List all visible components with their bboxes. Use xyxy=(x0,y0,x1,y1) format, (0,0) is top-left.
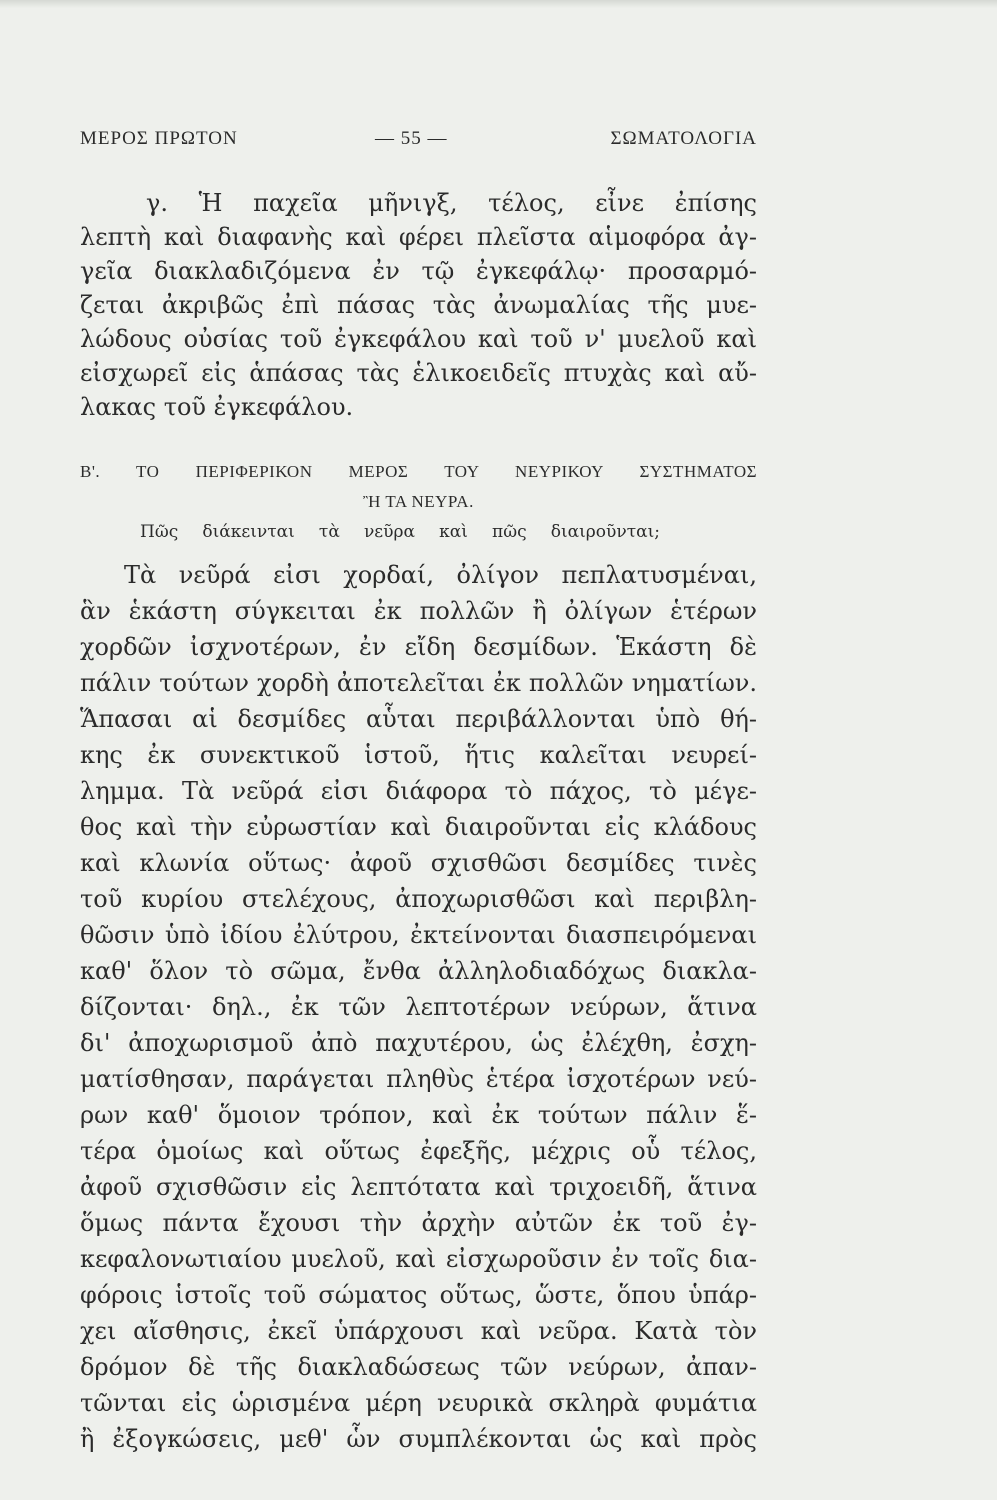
text-line: κης ἐκ συνεκτικοῦ ἱστοῦ, ἥτις καλεῖται νευρεί- xyxy=(80,741,757,769)
section-subheading: Ἢ ΤΑ ΝΕΥΡΑ. xyxy=(363,492,474,511)
text-line: χει αἴσθησις, ἐκεῖ ὑπάρχουσι καὶ νεῦρα. Κατὰ τὸν xyxy=(80,1317,757,1345)
text-line: λώδους οὐσίας τοῦ ἐγκεφάλου καὶ τοῦ ν' μυελοῦ καὶ xyxy=(80,325,757,353)
page-edge-shadow xyxy=(0,0,997,8)
text-line: εἰσχωρεῖ εἰς ἁπάσας τὰς ἑλικοειδεῖς πτυχὰς καὶ αὔ- xyxy=(80,359,757,387)
text-line: γεῖα διακλαδιζόμενα ἐν τῷ ἐγκεφάλῳ· προσαρμό- xyxy=(80,257,757,285)
text-line: ἃν ἑκάστη σύγκειται ἐκ πολλῶν ἢ ὀλίγων ἑτέρων xyxy=(80,597,757,625)
text-line: θος καὶ τὴν εὐρωστίαν καὶ διαιροῦνται εἰς κλάδους xyxy=(80,813,757,841)
header-book-title: ΣΩΜΑΤΟΛΟΓΙΑ xyxy=(610,128,757,149)
text-line: φόροις ἱστοῖς τοῦ σώματος οὕτως, ὥστε, ὅπου ὑπάρ- xyxy=(80,1281,757,1309)
text-line: Τὰ νεῦρά εἰσι χορδαί, ὀλίγον πεπλατυσμέναι, xyxy=(124,561,757,589)
text-line: θῶσιν ὑπὸ ἰδίου ἐλύτρου, ἐκτείνονται διασπειρόμεναι xyxy=(80,921,757,949)
section-heading: Β'. ΤΟ ΠΕΡΙΦΕΡΙΚΟΝ ΜΕΡΟΣ ΤΟΥ ΝΕΥΡΙΚΟΥ ΣΥΣΤΗΜΑΤΟΣ xyxy=(80,462,757,481)
text-line: ρων καθ' ὅμοιον τρόπον, καὶ ἐκ τούτων πάλιν ἕ- xyxy=(80,1101,757,1129)
text-line: λακας τοῦ ἐγκεφάλου. xyxy=(80,393,354,421)
running-header xyxy=(80,128,757,158)
text-line: καθ' ὅλον τὸ σῶμα, ἔνθα ἀλληλοδιαδόχως διακλα- xyxy=(80,957,757,985)
text-line: δρόμον δὲ τῆς διακλαδώσεως τῶν νεύρων, ἀπαν- xyxy=(80,1353,757,1381)
text-line: ἀφοῦ σχισθῶσιν εἰς λεπτότατα καὶ τριχοειδῆ, ἅτινα xyxy=(80,1173,757,1201)
text-line: τῶνται εἰς ὡρισμένα μέρη νευρικὰ σκληρὰ φυμάτια xyxy=(80,1389,757,1417)
text-line: ὅμως πάντα ἔχουσι τὴν ἀρχὴν αὐτῶν ἐκ τοῦ ἐγ- xyxy=(80,1209,757,1237)
text-line: γ. Ἡ παχεῖα μῆνιγξ, τέλος, εἶνε ἐπίσης xyxy=(146,189,757,217)
page-number: — 55 — xyxy=(375,128,448,149)
text-line: λεπτὴ καὶ διαφανὴς καὶ φέρει πλεῖστα αἱμοφόρα ἀγ- xyxy=(80,223,757,251)
text-line: δίζονται· δηλ., ἐκ τῶν λεπτοτέρων νεύρων, ἅτινα xyxy=(80,993,757,1021)
text-line: κεφαλονωτιαίου μυελοῦ, καὶ εἰσχωροῦσιν ἐν τοῖς δια- xyxy=(80,1245,757,1273)
section-question: Πῶς διάκεινται τὰ νεῦρα καὶ πῶς διαιροῦνται; xyxy=(140,522,660,542)
text-line: τέρα ὁμοίως καὶ οὕτως ἐφεξῆς, μέχρις οὗ τέλος, xyxy=(80,1137,757,1165)
header-part-title: ΜΕΡΟΣ ΠΡΩΤΟΝ xyxy=(80,128,238,149)
text-line: Ἅπασαι αἱ δεσμίδες αὗται περιβάλλονται ὑπὸ θή- xyxy=(80,705,757,733)
text-line: πάλιν τούτων χορδὴ ἀποτελεῖται ἐκ πολλῶν νηματίων. xyxy=(80,669,757,697)
text-line: χορδῶν ἰσχνοτέρων, ἐν εἴδη δεσμίδων. Ἑκάστη δὲ xyxy=(80,633,757,661)
text-line: ἢ ἐξογκώσεις, μεθ' ὧν συμπλέκονται ὡς καὶ πρὸς xyxy=(80,1425,757,1453)
text-line: καὶ κλωνία οὕτως· ἀφοῦ σχισθῶσι δεσμίδες τινὲς xyxy=(80,849,757,877)
text-line: δι' ἀποχωρισμοῦ ἀπὸ παχυτέρου, ὡς ἐλέχθη, ἐσχη- xyxy=(80,1029,757,1057)
text-line: ζεται ἀκριβῶς ἐπὶ πάσας τὰς ἀνωμαλίας τῆς μυε- xyxy=(80,291,757,319)
text-line: λημμα. Τὰ νεῦρά εἰσι διάφορα τὸ πάχος, τὸ μέγε- xyxy=(80,777,757,805)
text-line: τοῦ κυρίου στελέχους, ἀποχωρισθῶσι καὶ περιβλη- xyxy=(80,885,757,913)
text-line: ματίσθησαν, παράγεται πληθὺς ἑτέρα ἰσχοτέρων νεύ- xyxy=(80,1065,757,1093)
